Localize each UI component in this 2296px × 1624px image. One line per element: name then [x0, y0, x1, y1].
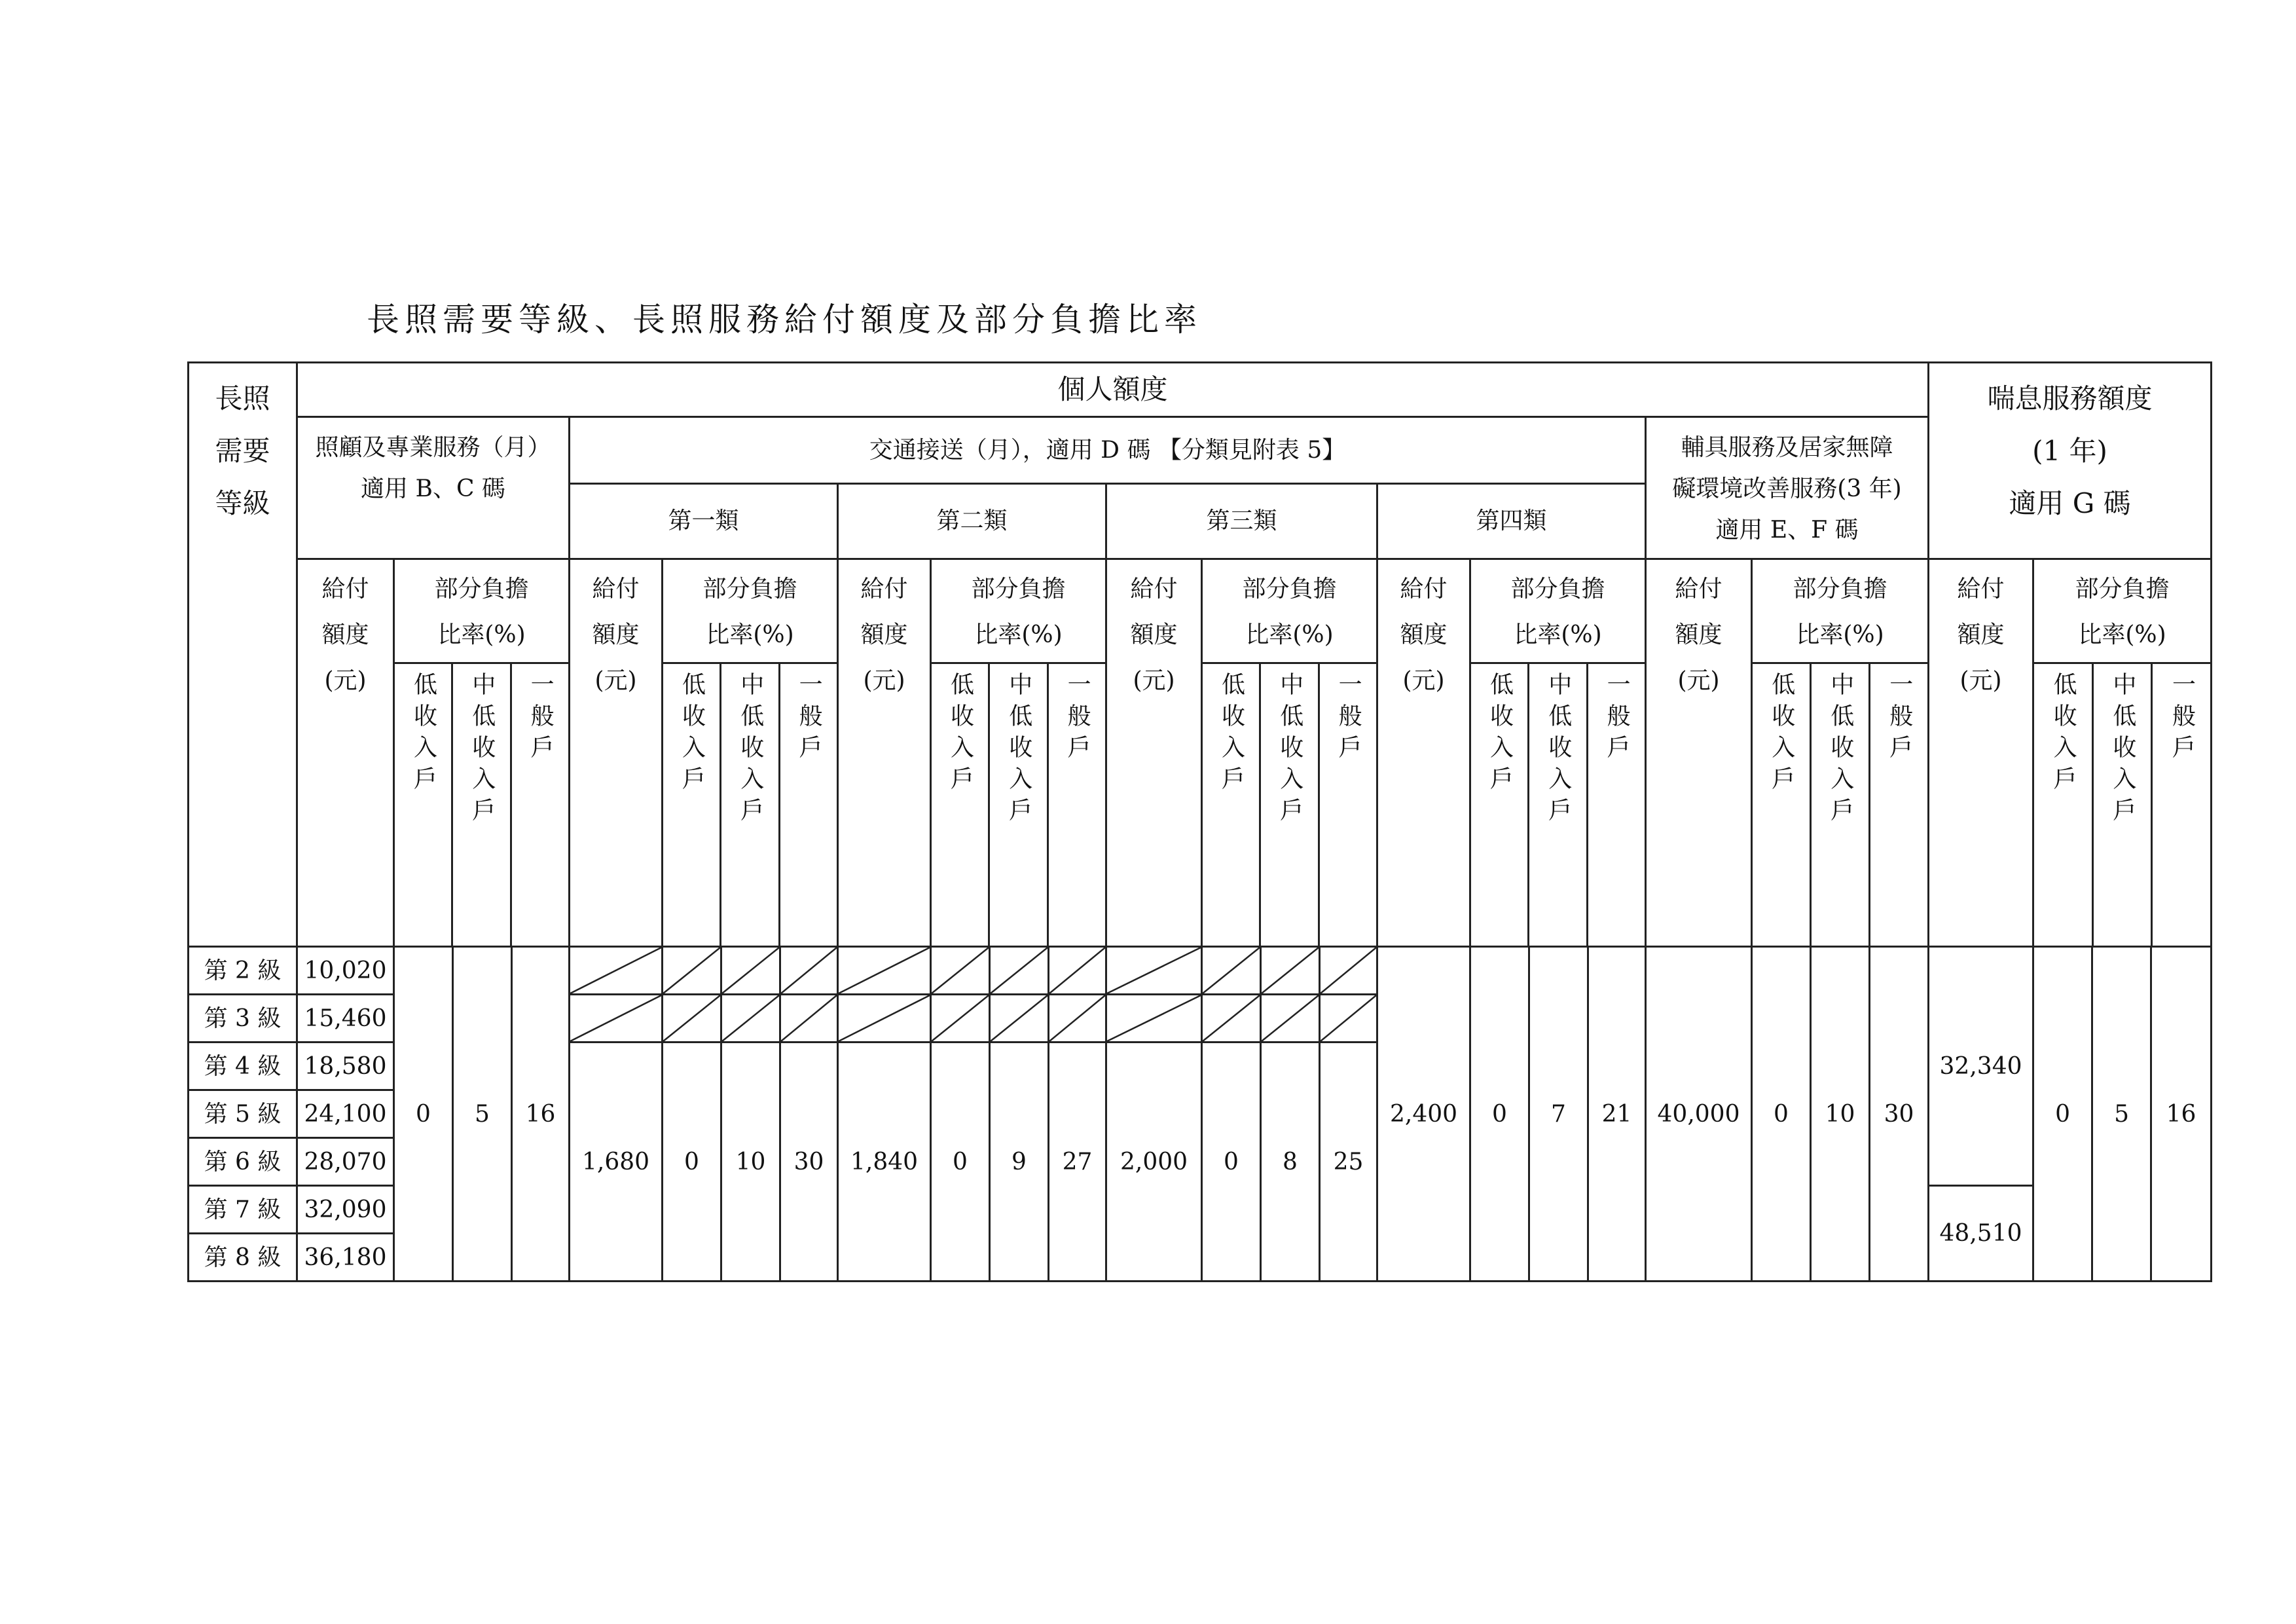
respite-ratio-general: 16: [2151, 947, 2212, 1282]
subheader-low-income: 低收入戶: [2034, 664, 2094, 946]
header-ratio-group: [663, 559, 838, 946]
benefit-table: [187, 361, 2212, 1282]
ratio-subheaders: [395, 662, 568, 946]
slash-mark: [1049, 948, 1105, 993]
subheader-general: 一般戶: [1064, 672, 1091, 767]
care-amount-cell: 32,090: [297, 1186, 394, 1234]
transport2-ratio-low: 0: [931, 1043, 990, 1282]
subheader-low-income: 低收入戶: [395, 664, 453, 946]
level-cell: 第 4 級: [189, 1043, 297, 1090]
slash-mark: [570, 948, 661, 993]
respite-amount-1: 32,340: [1929, 947, 2033, 1186]
header-ratio-group: [2033, 559, 2212, 946]
header-ratio: 部分負擔 比率(%): [702, 575, 797, 648]
ratio-subheaders: [932, 662, 1105, 946]
transport3-amount: 2,000: [1106, 1043, 1202, 1282]
transport4-ratio-low: 0: [1470, 947, 1529, 1282]
not-applicable-cell: [931, 995, 990, 1043]
subheader-general: 一般戶: [527, 672, 555, 767]
not-applicable-cell: [1106, 947, 1202, 995]
transport2-ratio-general: 27: [1049, 1043, 1106, 1282]
transport1-ratio-low: 0: [663, 1043, 721, 1282]
slash-mark: [570, 995, 661, 1041]
subheader-general: 一般戶: [1603, 672, 1631, 767]
slash-mark: [1203, 948, 1260, 993]
document-title: 長照需要等級、長照服務給付額度及部分負擔比率: [367, 301, 1202, 339]
not-applicable-cell: [1320, 947, 1377, 995]
level-cell: 第 5 級: [189, 1090, 297, 1138]
subheader-low-income: 低收入戶: [1753, 664, 1812, 946]
header-assistive: 輔具服務及居家無障 礙環境改善服務(3 年) 適用 E、F 碼: [1646, 416, 1929, 559]
slash-mark: [991, 995, 1048, 1041]
not-applicable-cell: [1261, 995, 1320, 1043]
header-ratio: 部分負擔 比率(%): [1510, 575, 1605, 648]
header-amount: 給付 額度 (元): [1106, 559, 1202, 946]
subheader-mid-low-income: 中低收入戶: [1529, 664, 1588, 946]
care-ratio-general: 16: [512, 947, 570, 1282]
header-amount: 給付 額度 (元): [1646, 559, 1752, 946]
ratio-subheaders: [2034, 662, 2210, 946]
not-applicable-cell: [1106, 995, 1202, 1043]
assistive-amount: 40,000: [1646, 947, 1752, 1282]
subheader-low-income: 低收入戶: [1471, 664, 1529, 946]
header-amount: 給付 額度 (元): [1377, 559, 1470, 946]
not-applicable-cell: [721, 947, 780, 995]
care-amount-cell: 24,100: [297, 1090, 394, 1138]
transport1-ratio-mid: 10: [721, 1043, 780, 1282]
header-amount: 給付 額度 (元): [570, 559, 663, 946]
slash-mark: [932, 995, 989, 1041]
slash-mark: [1203, 995, 1260, 1041]
header-amount: 給付 額度 (元): [1929, 559, 2033, 946]
slash-mark: [991, 948, 1048, 993]
header-transport: 交通接送（月），適用 D 碼 【分類見附表 5】: [570, 416, 1646, 483]
subheader-mid-low-income: 中低收入戶: [2094, 664, 2153, 946]
level-cell: 第 2 級: [189, 947, 297, 995]
subheader-general: 一般戶: [795, 672, 823, 767]
header-transport-class-2: 第二類: [838, 483, 1106, 559]
assistive-ratio-mid: 10: [1811, 947, 1870, 1282]
slash-mark: [1049, 995, 1105, 1041]
assistive-ratio-low: 0: [1752, 947, 1811, 1282]
subheader-general: 一般戶: [1886, 672, 1913, 767]
not-applicable-cell: [663, 947, 721, 995]
care-ratio-low: 0: [394, 947, 453, 1282]
not-applicable-cell: [838, 947, 931, 995]
subheader-mid-low-income: 中低收入戶: [453, 664, 511, 946]
slash-mark: [1262, 995, 1319, 1041]
header-ratio-group: [1202, 559, 1377, 946]
not-applicable-cell: [663, 995, 721, 1043]
header-ratio-group: [394, 559, 570, 946]
subheader-low-income: 低收入戶: [932, 664, 990, 946]
respite-ratio-low: 0: [2033, 947, 2092, 1282]
header-ratio: 部分負擔 比率(%): [971, 575, 1066, 648]
slash-mark: [781, 948, 837, 993]
header-ratio-group: [1752, 559, 1929, 946]
subheader-mid-low-income: 中低收入戶: [990, 664, 1048, 946]
slash-mark: [722, 995, 779, 1041]
header-ratio: 部分負擔 比率(%): [1793, 575, 1887, 648]
header-amount: 給付 額度 (元): [297, 559, 394, 946]
level-cell: 第 7 級: [189, 1186, 297, 1234]
header-amount: 給付 額度 (元): [838, 559, 931, 946]
slash-mark: [663, 948, 720, 993]
slash-mark: [1107, 948, 1201, 993]
not-applicable-cell: [1320, 995, 1377, 1043]
transport3-ratio-mid: 8: [1261, 1043, 1320, 1282]
slash-mark: [1262, 948, 1319, 993]
not-applicable-cell: [1202, 947, 1261, 995]
slash-mark: [663, 995, 720, 1041]
not-applicable-cell: [570, 995, 663, 1043]
header-level: 長照 需要 等級: [189, 363, 297, 947]
not-applicable-cell: [780, 995, 838, 1043]
subheader-mid-low-income: 中低收入戶: [1812, 664, 1870, 946]
subheader-mid-low-income: 中低收入戶: [1261, 664, 1319, 946]
slash-mark: [1321, 995, 1376, 1041]
respite-ratio-mid: 5: [2092, 947, 2151, 1282]
slash-mark: [781, 995, 837, 1041]
ratio-subheaders: [1471, 662, 1645, 946]
subheader-low-income: 低收入戶: [663, 664, 721, 946]
header-transport-class-4: 第四類: [1377, 483, 1646, 559]
not-applicable-cell: [721, 995, 780, 1043]
not-applicable-cell: [780, 947, 838, 995]
care-amount-cell: 28,070: [297, 1138, 394, 1186]
not-applicable-cell: [1202, 995, 1261, 1043]
level-cell: 第 3 級: [189, 995, 297, 1043]
not-applicable-cell: [931, 947, 990, 995]
not-applicable-cell: [838, 995, 931, 1043]
level-cell: 第 8 級: [189, 1234, 297, 1282]
subheader-mid-low-income: 中低收入戶: [721, 664, 780, 946]
header-care: 照顧及專業服務（月） 適用 B、C 碼: [297, 416, 570, 559]
transport1-ratio-general: 30: [780, 1043, 838, 1282]
not-applicable-cell: [990, 947, 1049, 995]
slash-mark: [932, 948, 989, 993]
ratio-subheaders: [663, 662, 837, 946]
subheader-general: 一般戶: [1335, 672, 1362, 767]
header-ratio-group: [1470, 559, 1646, 946]
not-applicable-cell: [1261, 947, 1320, 995]
slash-mark: [1107, 995, 1201, 1041]
header-ratio: 部分負擔 比率(%): [1242, 575, 1337, 648]
slash-mark: [722, 948, 779, 993]
transport3-ratio-low: 0: [1202, 1043, 1261, 1282]
slash-mark: [839, 995, 930, 1041]
header-ratio: 部分負擔 比率(%): [434, 575, 529, 648]
header-ratio-group: [931, 559, 1106, 946]
assistive-ratio-general: 30: [1870, 947, 1929, 1282]
not-applicable-cell: [1049, 995, 1106, 1043]
ratio-subheaders: [1753, 662, 1927, 946]
header-personal: 個人額度: [297, 363, 1929, 417]
not-applicable-cell: [990, 995, 1049, 1043]
transport3-ratio-general: 25: [1320, 1043, 1377, 1282]
slash-mark: [1321, 948, 1376, 993]
subheader-low-income: 低收入戶: [1203, 664, 1261, 946]
care-amount-cell: 18,580: [297, 1043, 394, 1090]
care-amount-cell: 36,180: [297, 1234, 394, 1282]
care-ratio-mid: 5: [453, 947, 512, 1282]
transport4-ratio-mid: 7: [1529, 947, 1588, 1282]
transport2-amount: 1,840: [838, 1043, 931, 1282]
transport2-ratio-mid: 9: [990, 1043, 1049, 1282]
transport4-amount: 2,400: [1377, 947, 1470, 1282]
transport4-ratio-general: 21: [1588, 947, 1646, 1282]
not-applicable-cell: [1049, 947, 1106, 995]
care-amount-cell: 10,020: [297, 947, 394, 995]
ratio-subheaders: [1203, 662, 1376, 946]
care-amount-cell: 15,460: [297, 995, 394, 1043]
header-transport-class-1: 第一類: [570, 483, 838, 559]
header-respite: 喘息服務額度 (1 年) 適用 G 碼: [1929, 363, 2212, 559]
respite-amount-2: 48,510: [1929, 1186, 2033, 1282]
header-transport-class-3: 第三類: [1106, 483, 1377, 559]
slash-mark: [839, 948, 930, 993]
transport1-amount: 1,680: [570, 1043, 663, 1282]
not-applicable-cell: [570, 947, 663, 995]
header-ratio: 部分負擔 比率(%): [2075, 575, 2170, 648]
level-cell: 第 6 級: [189, 1138, 297, 1186]
subheader-general: 一般戶: [2168, 672, 2196, 767]
